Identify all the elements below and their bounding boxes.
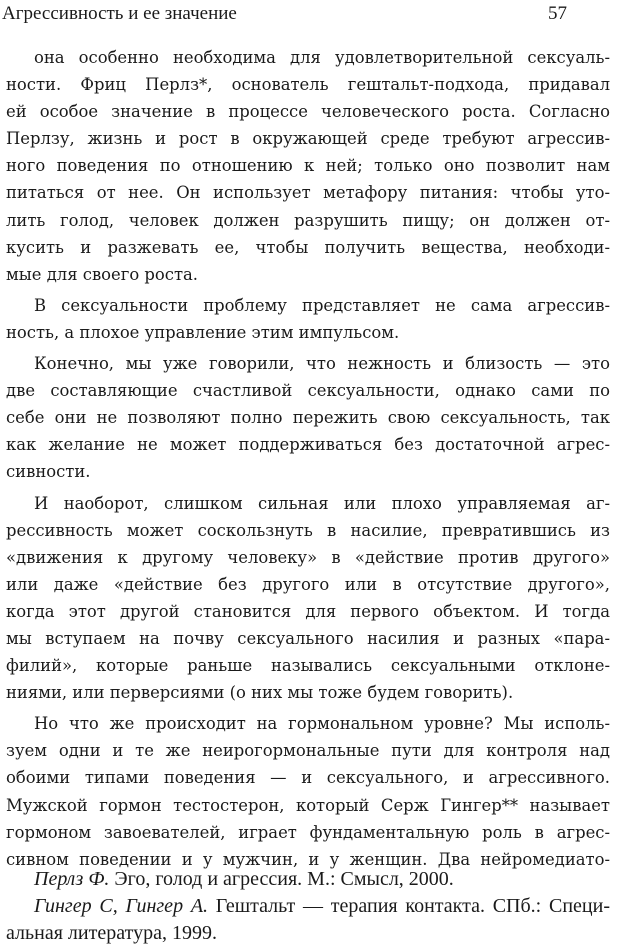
text-line: зуем одни и те же неирогормональные пути для контроля над: [6, 741, 610, 761]
text-line: ного поведения по отношению к ней; только оно позволит нам: [6, 156, 610, 176]
text-line: «движения к другому человеку» в «действие против другого»: [6, 547, 610, 567]
text-line: обоими типами поведения — и сексуального, и агрессивного.: [6, 768, 610, 788]
footnote-text: Эго, голод и агрессия. М.: Смысл, 2000.: [109, 868, 454, 890]
running-title: Агрессивность и ее значение: [2, 3, 237, 24]
text-line: Но что же происходит на гормональном уровне? Мы исполь-: [34, 714, 610, 734]
text-line: филий», которые раньше назывались сексуальными отклоне-: [6, 656, 610, 676]
footnote-author: Перлз Ф.: [34, 868, 110, 890]
footnote: [6, 866, 610, 893]
text-line: она особенно необходима для удовлетворительной сексуаль-: [34, 48, 610, 67]
text-line: две составляющие счастливой сексуальности, однако сами по: [6, 381, 610, 401]
footnote-continuation: альная литература, 1999.: [6, 922, 217, 944]
paragraph: [6, 292, 610, 346]
paragraph: [6, 710, 610, 873]
paragraph: [6, 350, 610, 485]
text-line: рессивность может соскользнуть в насилие, превратившись из: [6, 520, 610, 540]
text-line: как желание не может поддерживаться без достаточной агрес-: [6, 435, 610, 455]
text-line: ности. Фриц Перлз*, основатель гештальт-подхода, придавал: [6, 75, 610, 95]
text-line: Конечно, мы уже говорили, что нежность и близость — это: [34, 354, 610, 374]
text-line: В сексуальности проблему представляет не сама агрессив-: [34, 295, 610, 315]
text-line: ность, а плохое управление этим импульсом.: [6, 322, 400, 342]
text-line: ниями, или перверсиями (о них мы тоже будем говорить).: [6, 683, 514, 703]
text-line: сивном поведении и у мужчин, и у женщин. Два нейромедиато-: [6, 849, 610, 869]
text-line: себе они не позволяют полно пережить свою сексуальность, так: [6, 408, 610, 428]
footnote: [6, 893, 610, 920]
text-line: И наоборот, слишком сильная или плохо управляемая аг-: [34, 493, 610, 513]
paragraph: [6, 490, 610, 707]
paragraph: [6, 44, 610, 288]
text-line: мы вступаем на почву сексуального насилия и разных «пара-: [6, 628, 610, 648]
text-line: мые для своего роста.: [6, 264, 198, 284]
body-text: [6, 44, 610, 873]
text-line: или даже «действие без другого или в отсутствие другого»,: [6, 574, 610, 594]
text-line: когда этот другой становится для первого объектом. И тогда: [6, 601, 610, 621]
text-line: питаться от нее. Он использует метафору питания: чтобы уто-: [6, 183, 610, 203]
footnote-text: Гештальт — терапия контакта. СПб.: Специ-: [208, 895, 610, 917]
page-number: 57: [548, 3, 567, 24]
text-line: ей особое значение в процессе человеческого роста. Согласно: [6, 102, 610, 122]
page-header: [0, 0, 620, 30]
footnote-author: Гингер С, Гингер А.: [34, 895, 209, 917]
text-line: Мужской гормон тестостерон, который Серж Гингер** называет: [6, 795, 610, 815]
text-line: Перлзу, жизнь и рост в окружающей среде требуют агрессив-: [6, 129, 610, 149]
text-line: кусить и разжевать ее, чтобы получить вещества, необходи-: [6, 237, 610, 257]
footnotes: [6, 866, 610, 947]
text-line: сивности.: [6, 462, 91, 482]
text-line: гормоном завоевателей, играет фундаментальную роль в агрес-: [6, 822, 610, 842]
text-line: лить голод, человек должен разрушить пищу; он должен от-: [6, 210, 610, 230]
